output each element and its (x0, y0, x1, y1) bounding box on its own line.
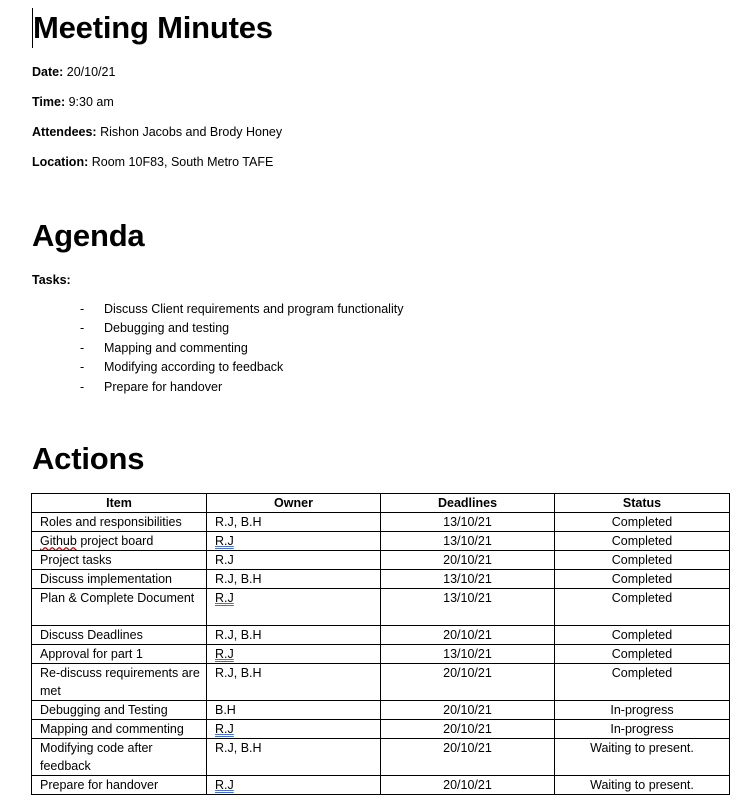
meta-attendees-value: Rishon Jacobs and Brody Honey (100, 125, 283, 139)
meta-location-label: Location: (32, 155, 89, 169)
cell-owner: R.J, B.H (207, 570, 381, 589)
cell-item: Discuss Deadlines (32, 626, 207, 645)
cell-item: Debugging and Testing (32, 701, 207, 720)
bullet-dash: - (80, 360, 85, 375)
meta-date (32, 63, 115, 81)
bullet-dash: - (80, 379, 85, 394)
cell-status: Completed (555, 532, 730, 551)
meta-location (32, 153, 273, 171)
meta-location-value: Room 10F83, South Metro TAFE (91, 155, 274, 169)
cell-status: Completed (555, 513, 730, 532)
table-row (32, 776, 730, 795)
cell-status: Completed (555, 570, 730, 589)
cell-owner: R.J, B.H (207, 664, 381, 701)
cell-deadline: 20/10/21 (381, 551, 555, 570)
cell-deadline: 20/10/21 (381, 626, 555, 645)
table-row (32, 626, 730, 645)
table-row (32, 739, 730, 776)
cell-owner: R.J, B.H (207, 739, 381, 776)
cell-status: Completed (555, 626, 730, 645)
agenda-heading: Agenda (32, 218, 145, 253)
cell-item: Approval for part 1 (32, 645, 207, 664)
cell-owner: R.J (207, 589, 381, 626)
actions-table (31, 493, 730, 795)
cell-item: Modifying code after feedback (32, 739, 207, 776)
cell-item: Roles and responsibilities (32, 513, 207, 532)
cell-item: Discuss implementation (32, 570, 207, 589)
table-row (32, 701, 730, 720)
actions-heading: Actions (32, 441, 145, 476)
cell-owner: R.J, B.H (207, 626, 381, 645)
cell-deadline: 20/10/21 (381, 776, 555, 795)
column-header-owner: Owner (207, 494, 381, 513)
table-row (32, 570, 730, 589)
meta-attendees (32, 123, 282, 141)
cell-status: Completed (555, 664, 730, 701)
cell-deadline: 13/10/21 (381, 645, 555, 664)
cell-item: Project tasks (32, 551, 207, 570)
table-row (32, 532, 730, 551)
bullet-dash: - (80, 340, 85, 355)
cell-deadline: 13/10/21 (381, 532, 555, 551)
cell-owner: R.J (207, 720, 381, 739)
table-row (32, 589, 730, 626)
bullet-dash: - (80, 302, 85, 316)
meta-time-label: Time: (32, 95, 66, 109)
meta-attendees-label: Attendees: (32, 125, 97, 139)
cell-status: Completed (555, 551, 730, 570)
cell-deadline: 20/10/21 (381, 739, 555, 776)
cell-owner: R.J, B.H (207, 513, 381, 532)
cell-owner: R.J (207, 776, 381, 795)
table-header-row (32, 494, 730, 513)
table-row (32, 645, 730, 664)
document-title: Meeting Minutes (33, 10, 273, 45)
cell-owner: B.H (207, 701, 381, 720)
table-row (32, 551, 730, 570)
table-row (32, 720, 730, 739)
document-page[interactable]: Meeting Minutes Date: 20/10/21 Time: 9:30 am Attendees: Rishon Jacobs and Brody Honey Location: Room 10F83, South Metro TAFE Agenda Tasks: - Discuss Client requirements and program functionality - Debugging and testing - Mapping and commenting - Modifying according to feedback - Prepare for handover Actions Item Owner Deadlines Status Roles and responsibilities R.J, B.H 13/10/21 Completed Github project board R.J 13/10/21 Completed Project tasks R.J 20/10/21 Completed Discuss implementation R.J, B.H 13/10/21 Completed Plan & Complete Document R.J 13/10/21 Completed Discuss Deadlines R.J, B.H 20/10/21 Completed Approval for part 1 R.J 13/10/21 Completed Re-discuss requirements are met R.J, B.H 20/10/21 Completed Debugging and Testing B.H 20/10/21 In-progress Mapping and commenting R.J 20/10/21 In-progress Modifying code after feedback R.J, B.H 20/10/21 Waiting to present. Prepare for handover R.J 20/10/21 Waiting to present. (0, 0, 750, 802)
table-row (32, 664, 730, 701)
cell-status: In-progress (555, 720, 730, 739)
cell-deadline: 20/10/21 (381, 664, 555, 701)
tasks-label: Tasks: (32, 273, 71, 287)
cell-item: Github project board (32, 532, 207, 551)
cell-item: Prepare for handover (32, 776, 207, 795)
cell-deadline: 20/10/21 (381, 720, 555, 739)
cell-owner: R.J (207, 532, 381, 551)
cell-item: Plan & Complete Document (32, 589, 207, 626)
meta-date-value: 20/10/21 (66, 65, 116, 79)
cell-owner: R.J (207, 645, 381, 664)
cell-deadline: 20/10/21 (381, 701, 555, 720)
column-header-item: Item (32, 494, 207, 513)
cell-owner: R.J (207, 551, 381, 570)
cell-deadline: 13/10/21 (381, 513, 555, 532)
cell-deadline: 13/10/21 (381, 570, 555, 589)
cell-status: Waiting to present. (555, 739, 730, 776)
meta-date-label: Date: (32, 65, 64, 79)
cell-status: Completed (555, 645, 730, 664)
cell-status: Waiting to present. (555, 776, 730, 795)
cell-item: Re-discuss requirements are met (32, 664, 207, 701)
cell-deadline: 13/10/21 (381, 589, 555, 626)
table-row (32, 513, 730, 532)
column-header-deadlines: Deadlines (381, 494, 555, 513)
meta-time (32, 93, 114, 111)
column-header-status: Status (555, 494, 730, 513)
bullet-dash: - (80, 321, 85, 336)
cell-item: Mapping and commenting (32, 720, 207, 739)
meta-time-value: 9:30 am (68, 95, 114, 109)
cell-status: Completed (555, 589, 730, 626)
cell-status: In-progress (555, 701, 730, 720)
